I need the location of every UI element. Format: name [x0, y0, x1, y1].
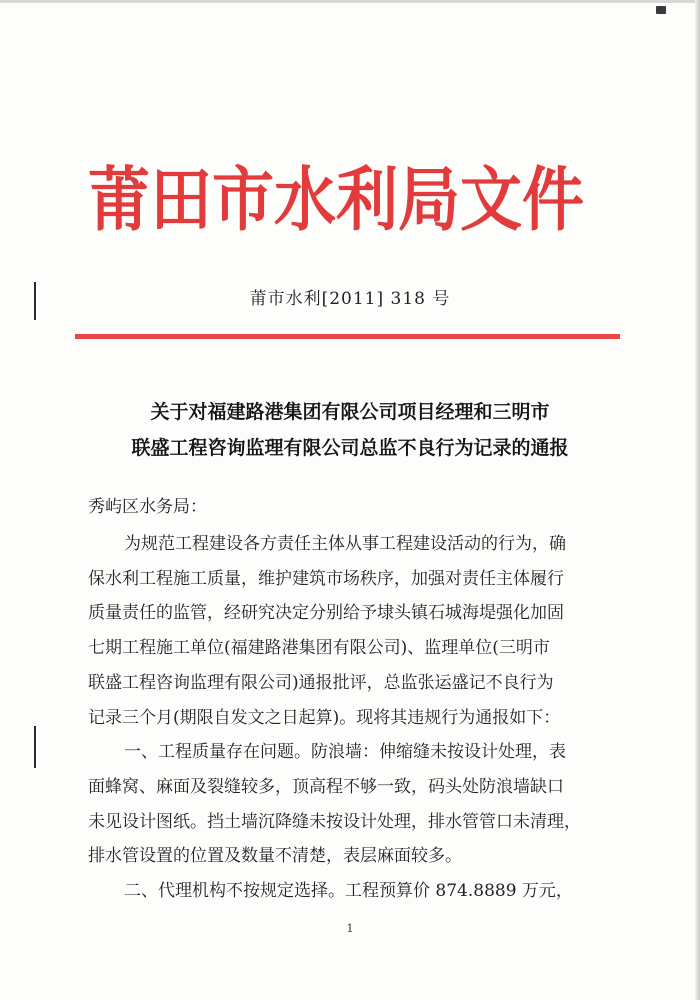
page-top-edge: [0, 0, 700, 3]
body-line: 记录三个月(期限自发文之日起算)。现将其违规行为通报如下：: [88, 707, 561, 728]
body-line: 一、工程质量存在问题。防浪墙：伸缩缝未按设计处理，表: [124, 742, 566, 763]
document-number: 莆市水利[2011] 318 号: [249, 289, 451, 309]
scan-corner-mark: [656, 6, 666, 14]
body-line: 未见设计图纸。挡土墙沉降缝未按设计处理，排水管管口未清理，: [88, 811, 581, 832]
body-line: 排水管设置的位置及数量不清楚，表层麻面较多。: [88, 846, 462, 867]
notice-title: [60, 394, 640, 466]
page-number: 1: [346, 922, 354, 935]
page-right-edge: [695, 0, 700, 1000]
red-divider-rule: [75, 334, 620, 339]
binding-mark-lower: [34, 726, 36, 768]
body-line: 七期工程施工单位(福建路港集团有限公司)、监理单位(三明市: [88, 638, 550, 659]
paragraph-agency-selection: [88, 874, 624, 909]
body-line: 保水利工程施工质量，维护建筑市场秩序，加强对责任主体履行: [88, 568, 564, 589]
body-line: 面蜂窝、麻面及裂缝较多，顶高程不够一致，码头处防浪墙缺口: [88, 776, 564, 797]
document-header-title: 莆田市水利局文件: [88, 158, 585, 241]
paragraph-quality-issues: [88, 735, 624, 874]
body-line: 二、代理机构不按规定选择。工程预算价 874.8889 万元，: [124, 881, 573, 902]
addressee: 秀屿区水务局：: [88, 497, 207, 517]
body-line: 质量责任的监管，经研究决定分别给予埭头镇石城海堤强化加固: [88, 603, 564, 624]
notice-title-line-2: 联盛工程咨询监理有限公司总监不良行为记录的通报: [131, 437, 569, 459]
body-line: 为规范工程建设各方责任主体从事工程建设活动的行为，确: [124, 534, 566, 554]
body-line: 联盛工程咨询监理有限公司)通报批评，总监张运盛记不良行为: [88, 672, 554, 693]
notice-title-line-1: 关于对福建路港集团有限公司项目经理和三明市: [150, 401, 550, 423]
paragraph-purpose: [88, 527, 624, 735]
notice-body: [88, 527, 624, 909]
